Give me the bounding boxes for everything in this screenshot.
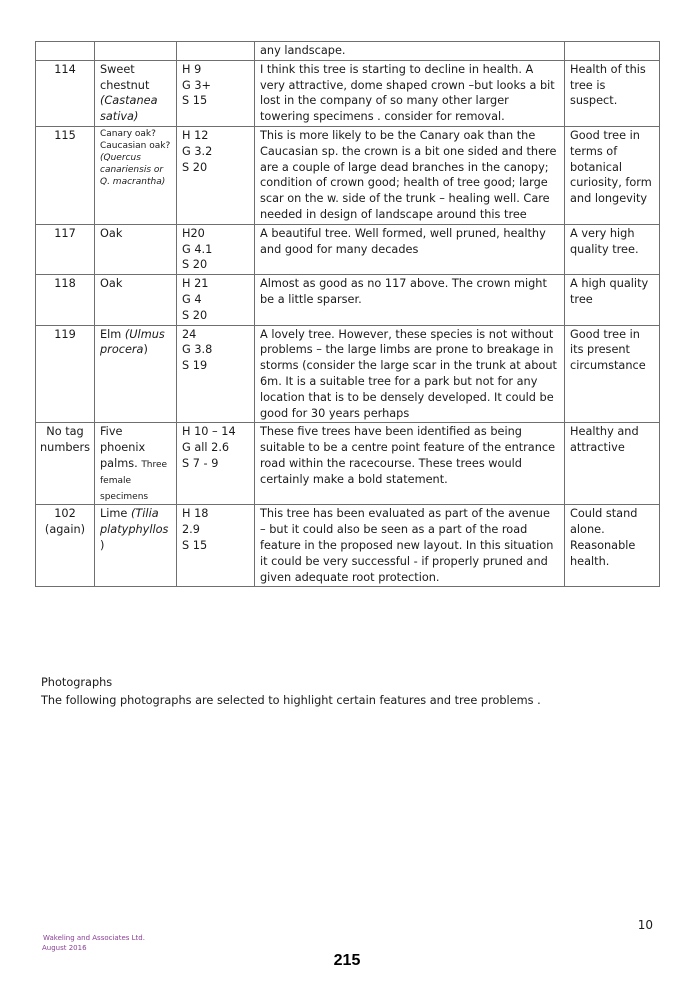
species-cell	[95, 325, 177, 423]
spread-value: S 20	[182, 258, 208, 272]
comment-cell: Almost as good as no 117 above. The crown might be a little sparser.	[255, 275, 565, 325]
species-name: Canary oak?	[100, 128, 156, 139]
table-row	[36, 126, 660, 224]
girth-value: G 3+	[182, 78, 211, 92]
comment-cell: These five trees have been identified as being suitable to be a centre point feature of the entrance road within the racecourse. These trees would certainly make a bold statement.	[255, 423, 565, 505]
spread-value: S 15	[182, 94, 208, 108]
verdict-cell: A high quality tree	[565, 275, 660, 325]
species-cell	[95, 505, 177, 587]
spread-value: S 19	[182, 359, 208, 373]
height-value: H 18	[182, 507, 209, 521]
table-row	[36, 224, 660, 274]
height-value: 24	[182, 327, 197, 341]
verdict-cell: Good tree in its present circumstance	[565, 325, 660, 423]
species-closing-paren: )	[100, 538, 105, 552]
verdict-cell	[565, 42, 660, 61]
table-row	[36, 325, 660, 423]
verdict-cell: Good tree in terms of botanical curiosity, form and longevity	[565, 126, 660, 224]
species-cell	[95, 423, 177, 505]
photographs-heading: Photographs	[41, 676, 113, 689]
table-row	[36, 423, 660, 505]
species-cell	[95, 42, 177, 61]
species-latin-name: (Ulmus procera	[100, 327, 165, 357]
height-value: H 12	[182, 128, 209, 142]
verdict-cell: A very high quality tree.	[565, 224, 660, 274]
species-name: Five phoenix palms.	[100, 425, 146, 470]
bates-page-number: 215	[333, 952, 361, 969]
species-name-alt: Caucasian oak?	[100, 140, 171, 151]
comment-cell: A lovely tree. However, these species is not without problems – the large limbs are prone to breakage in storms (consider the large scar in the trunk at about 6m. It is a suitable tree for a park but not for any location that is to be densely developed. It could be good for 30 years perhaps	[255, 325, 565, 423]
dimensions-cell	[177, 423, 255, 505]
height-value: H20	[182, 226, 205, 240]
table-row	[36, 42, 660, 61]
species-latin-name: (Quercus canariensis or Q. macrantha)	[100, 152, 166, 187]
spread-value: S 20	[182, 160, 208, 174]
tag-cell	[36, 42, 95, 61]
tag-cell: 115	[36, 126, 95, 224]
species-closing-paren: )	[143, 343, 148, 357]
species-cell	[95, 126, 177, 224]
girth-value: G 3.2	[182, 144, 213, 158]
species-latin-name: (Castanea sativa)	[100, 94, 158, 124]
species-name: Sweet chestnut	[100, 62, 150, 92]
footer-company-name: Wakeling and Associates Ltd.	[43, 934, 145, 942]
girth-value: G all 2.6	[182, 441, 230, 455]
tag-cell: 102 (again)	[36, 505, 95, 587]
species-cell	[95, 60, 177, 126]
dimensions-cell	[177, 42, 255, 61]
footer-date: August 2016	[42, 944, 87, 952]
species-cell: Oak	[95, 275, 177, 325]
spread-value: S 20	[182, 308, 208, 322]
girth-value: G 4.1	[182, 242, 213, 256]
girth-value: G 3.8	[182, 343, 213, 357]
species-name: Elm	[100, 327, 125, 341]
comment-cell: I think this tree is starting to decline in health. A very attractive, dome shaped crown –but looks a bit lost in the company of so many other larger towering specimens . consider for removal.	[255, 60, 565, 126]
species-name: Lime	[100, 507, 131, 521]
dimensions-cell	[177, 275, 255, 325]
tree-survey-table	[35, 41, 660, 587]
comment-cell: This is more likely to be the Canary oak than the Caucasian sp. the crown is a bit one sided and there are a couple of large dead branches in the canopy; condition of crown good; health of tree good; large scar on the w. side of the trunk – healing well. Care needed in design of landscape around this tree	[255, 126, 565, 224]
species-latin-name: (Tilia platyphyllos	[100, 507, 169, 537]
height-value: H 9	[182, 62, 202, 76]
tag-cell: 119	[36, 325, 95, 423]
girth-value: G 4	[182, 292, 202, 306]
page-number: 10	[637, 918, 653, 932]
tag-cell: 114	[36, 60, 95, 126]
table-row	[36, 505, 660, 587]
dimensions-cell	[177, 224, 255, 274]
girth-value: 2.9	[182, 523, 200, 537]
species-note: Three female specimens	[100, 459, 168, 502]
photographs-intro-text: The following photographs are selected to highlight certain features and tree problems .	[41, 694, 541, 707]
tag-cell: 118	[36, 275, 95, 325]
verdict-cell: Could stand alone. Reasonable health.	[565, 505, 660, 587]
species-cell: Oak	[95, 224, 177, 274]
tag-cell: No tag numbers	[36, 423, 95, 505]
dimensions-cell	[177, 60, 255, 126]
dimensions-cell	[177, 126, 255, 224]
verdict-cell: Healthy and attractive	[565, 423, 660, 505]
dimensions-cell	[177, 505, 255, 587]
spread-value: S 7 - 9	[182, 456, 219, 470]
height-value: H 10 – 14	[182, 425, 236, 439]
dimensions-cell	[177, 325, 255, 423]
table-row	[36, 60, 660, 126]
comment-cell: This tree has been evaluated as part of the avenue – but it could also be seen as a part of the road feature in the proposed new layout. In this situation it could be very successful - if properly pruned and given adequate root protection.	[255, 505, 565, 587]
spread-value: S 15	[182, 538, 208, 552]
verdict-cell: Health of this tree is suspect.	[565, 60, 660, 126]
comment-cell: A beautiful tree. Well formed, well pruned, healthy and good for many decades	[255, 224, 565, 274]
comment-cell: any landscape.	[255, 42, 565, 61]
table-row	[36, 275, 660, 325]
height-value: H 21	[182, 277, 209, 291]
tag-cell: 117	[36, 224, 95, 274]
